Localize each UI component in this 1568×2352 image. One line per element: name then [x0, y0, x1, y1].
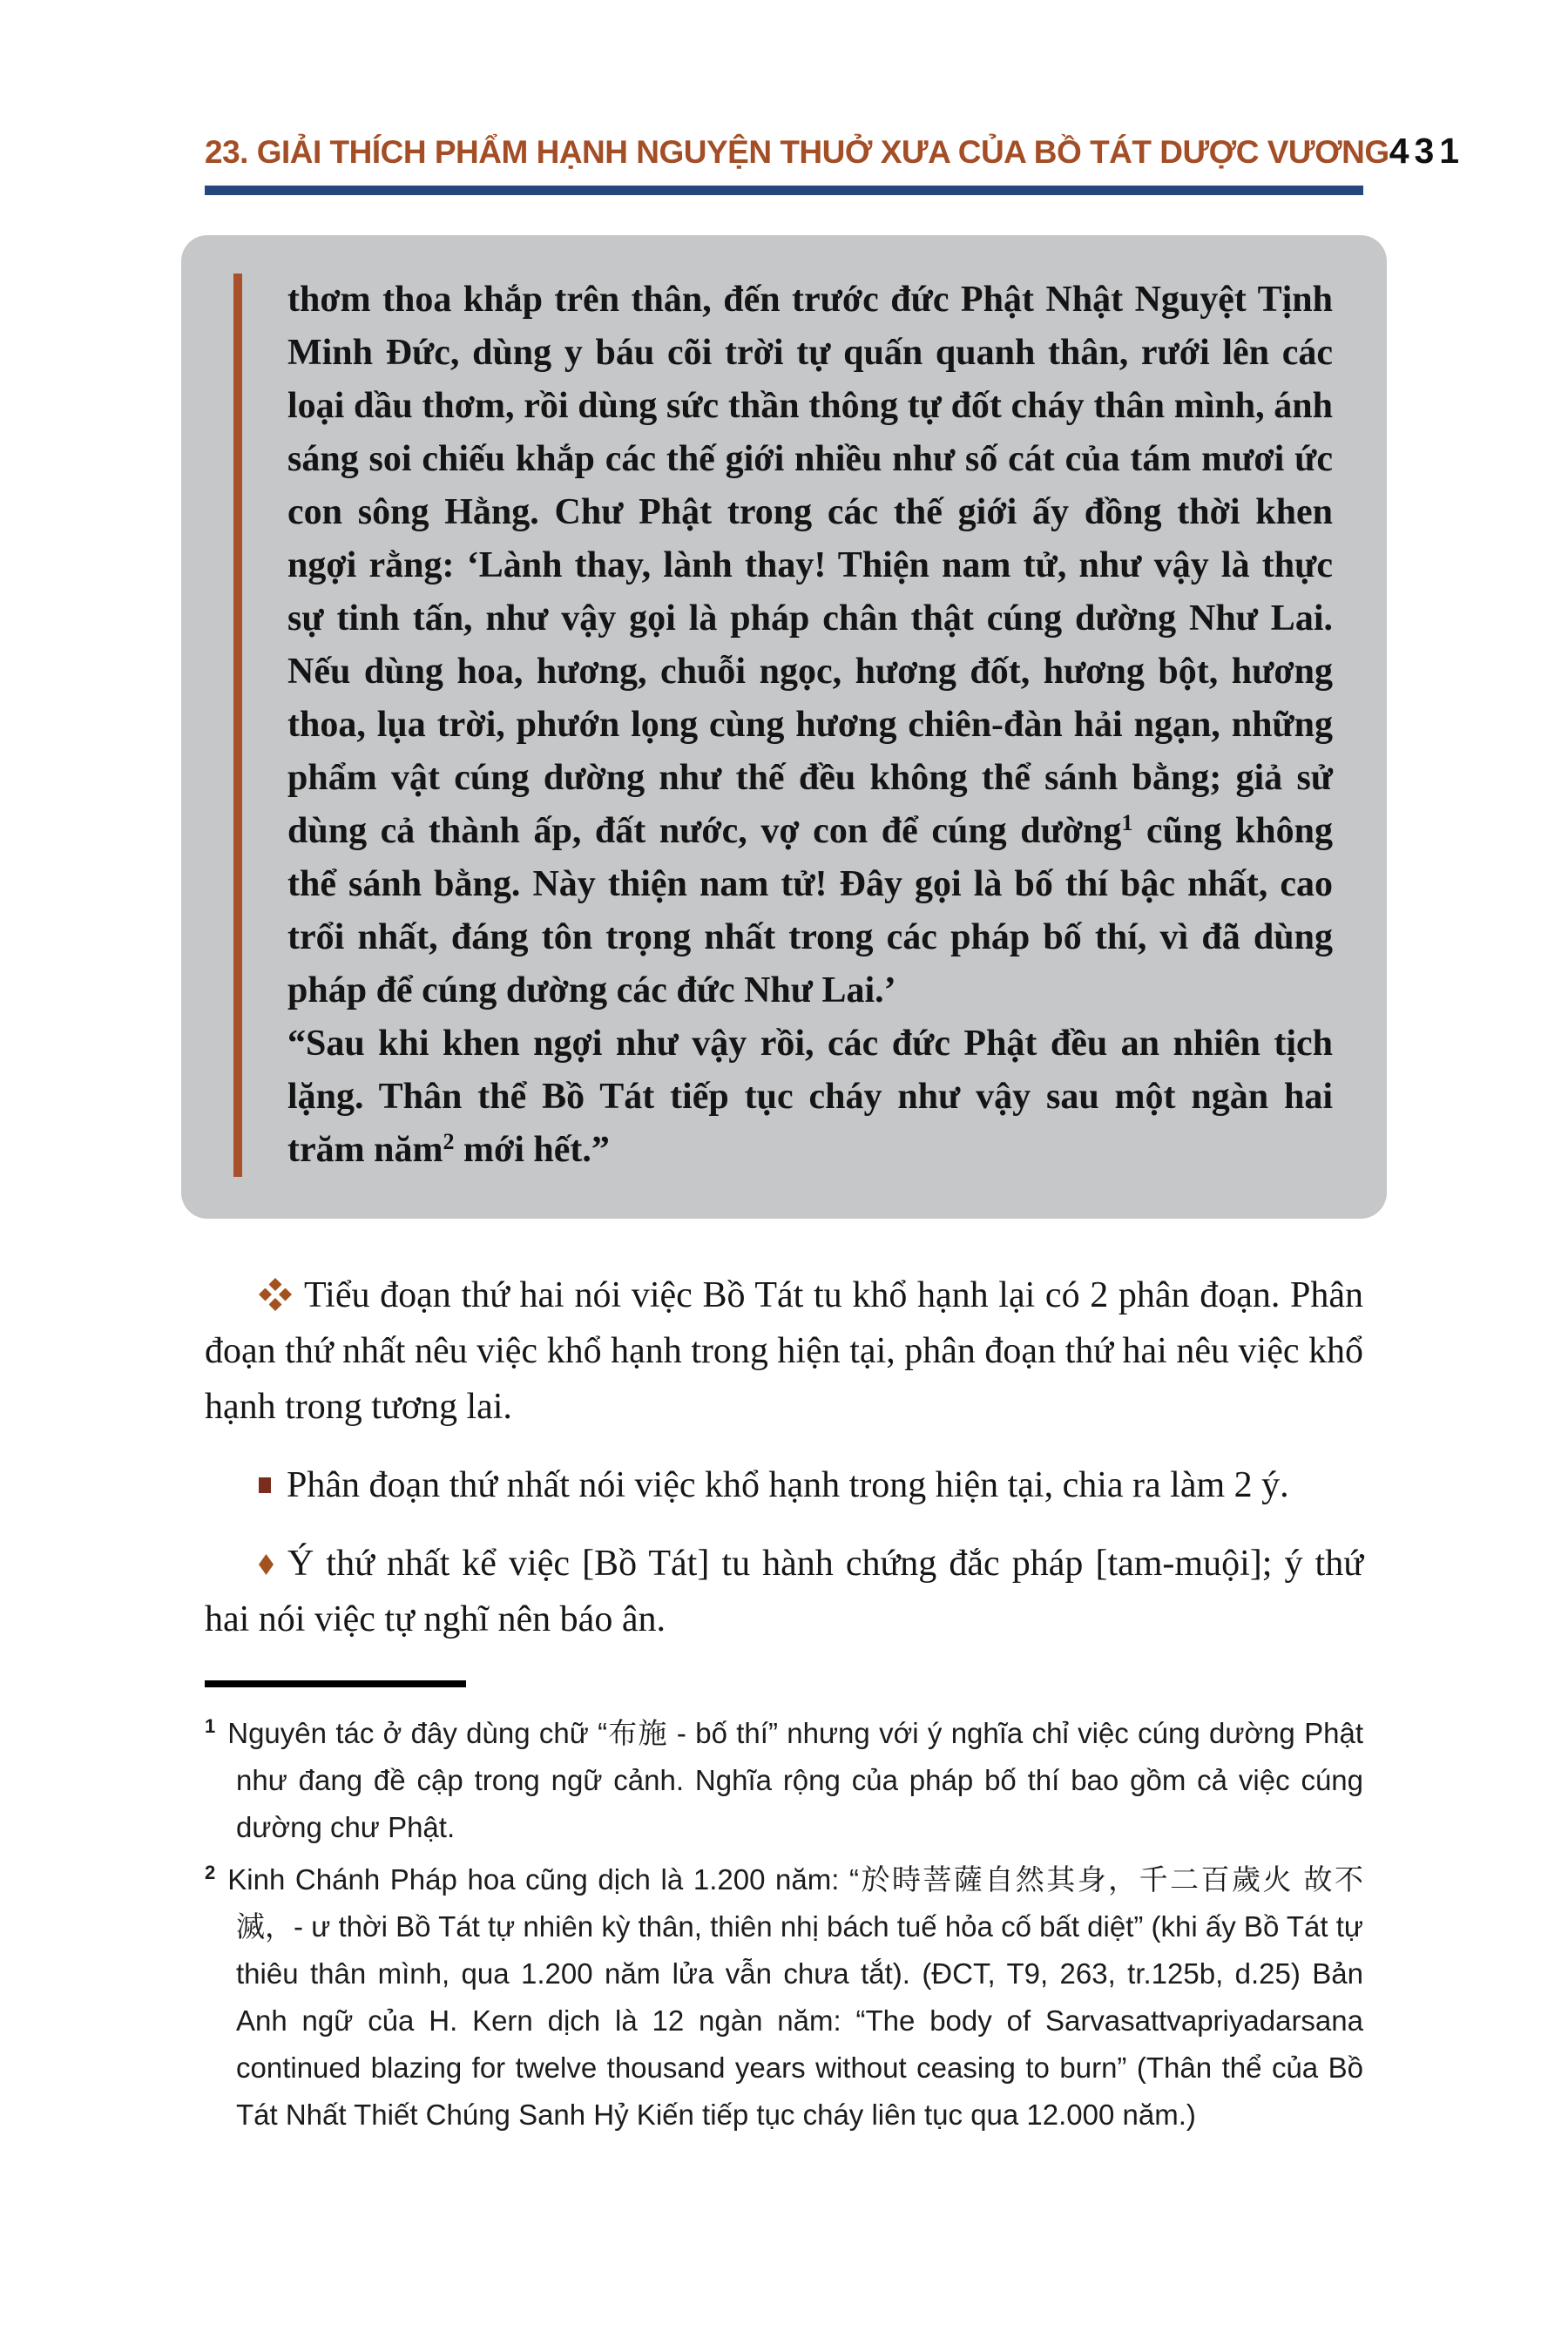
footnote-list	[205, 1710, 1363, 2139]
quote-paragraph: thơm thoa khắp trên thân, đến trước đức Phật Nhật Nguyệt Tịnh Minh Đức, dùng y báu cõi trời tự quấn quanh thân, rưới lên các loại dầu thơm, rồi dùng sức thần thông tự đốt cháy thân mình, ánh sáng soi chiếu khắp các thế giới nhiều như số cát của tám mươi ức con sông Hằng. Chư Phật trong các thế giới ấy đồng thời khen ngợi rằng: ‘Lành thay, lành thay! Thiện nam tử, như vậy là thực sự tinh tấn, như vậy gọi là pháp chân thật cúng dường Như Lai. Nếu dùng hoa, hương, chuỗi ngọc, hương đốt, hương bột, hương thoa, lụa trời, phướn lọng cùng hương chiên-đàn hải ngạn, những phẩm vật cúng dường như thế đều không thể sánh bằng; giả sử dùng cả thành ấp, đất nước, vợ con để cúng dường$^1$ cũng không thể sánh bằng. Này thiện nam tử! Đây gọi là bố thí bậc nhất, cao trổi nhất, đáng tôn trọng nhất trong các pháp bố thí, vì đã dùng pháp để cúng dường các đức Như Lai.’	[287, 280, 1334, 1010]
header-rule	[205, 186, 1363, 195]
commentary-paragraph	[205, 1267, 1363, 1435]
sutra-quote-block	[181, 235, 1387, 1219]
footnote-reference: 2	[443, 1129, 455, 1154]
footnote	[205, 1710, 1363, 1851]
footnote-text: Kinh Chánh Pháp hoa cũng dịch là 1.200 năm: “於時菩薩自然其身，千二百歲火 故不滅，- ư thời Bồ Tát tự nhiên kỳ thân, thiên nhị bách tuế hỏa cố bất diệt” (khi ấy Bồ Tát tự thiêu thân mình, qua 1.200 năm lửa vẫn chưa tắt). (ĐCT, T9, 263, tr.125b, d.25) Bản Anh ngữ của H. Kern dịch là 12 ngàn năm: “The body of Sarvasattvapriyadarsana continued blazing for twelve thousand years without ceasing to burn” (Thân thể của Bồ Tát Nhất Thiết Chúng Sanh Hỷ Kiến tiếp tục cháy liên tục qua 12.000 năm.)	[227, 1863, 1363, 2131]
footnote-separator	[205, 1680, 466, 1687]
sutra-quote-text	[233, 274, 1333, 1177]
commentary-paragraph	[205, 1457, 1363, 1513]
footnote-marker: 2	[205, 1862, 216, 1883]
four-diamond-bullet-icon	[259, 1278, 292, 1311]
footnote-reference: 1	[1121, 810, 1133, 835]
commentary-section	[205, 1267, 1363, 1647]
commentary-text: Tiểu đoạn thứ hai nói việc Bồ Tát tu khổ hạnh lại có 2 phân đoạn. Phân đoạn thứ nhất nêu việc khổ hạnh trong hiện tại, phân đoạn thứ hai nêu việc khổ hạnh trong tương lai.	[205, 1275, 1363, 1427]
quote-paragraph: “Sau khi khen ngợi như vậy rồi, các đức Phật đều an nhiên tịch lặng. Thân thể Bồ Tát tiếp tục cháy như vậy sau một ngàn hai trăm năm$^2$ mới hết.”	[287, 1024, 1333, 1170]
footnote-text: Nguyên tác ở đây dùng chữ “布施 - bố thí” nhưng với ý nghĩa chỉ việc cúng dường Phật như đang đề cập trong ngữ cảnh. Nghĩa rộng của pháp bố thí bao gồm cả việc cúng dường chư Phật.	[227, 1717, 1363, 1843]
footnote-marker: 1	[205, 1715, 216, 1737]
commentary-text: Phân đoạn thứ nhất nói việc khổ hạnh trong hiện tại, chia ra làm 2 ý.	[287, 1465, 1289, 1505]
chapter-running-title: 23. GIẢI THÍCH PHẨM HẠNH NGUYỆN THUỞ XƯA CỦA BỒ TÁT DƯỢC VƯƠNG	[205, 134, 1389, 170]
diamond-bullet-icon	[259, 1554, 274, 1575]
footnotes-section	[205, 1680, 1363, 2139]
commentary-paragraph	[205, 1536, 1363, 1647]
page-number: 431	[1389, 131, 1465, 171]
commentary-text: Ý thứ nhất kể việc [Bồ Tát] tu hành chứng đắc pháp [tam-muội]; ý thứ hai nói việc tự nghĩ nên báo ân.	[205, 1544, 1363, 1639]
page-header	[205, 131, 1465, 172]
square-bullet-icon	[259, 1477, 271, 1493]
footnote	[205, 1856, 1363, 2139]
